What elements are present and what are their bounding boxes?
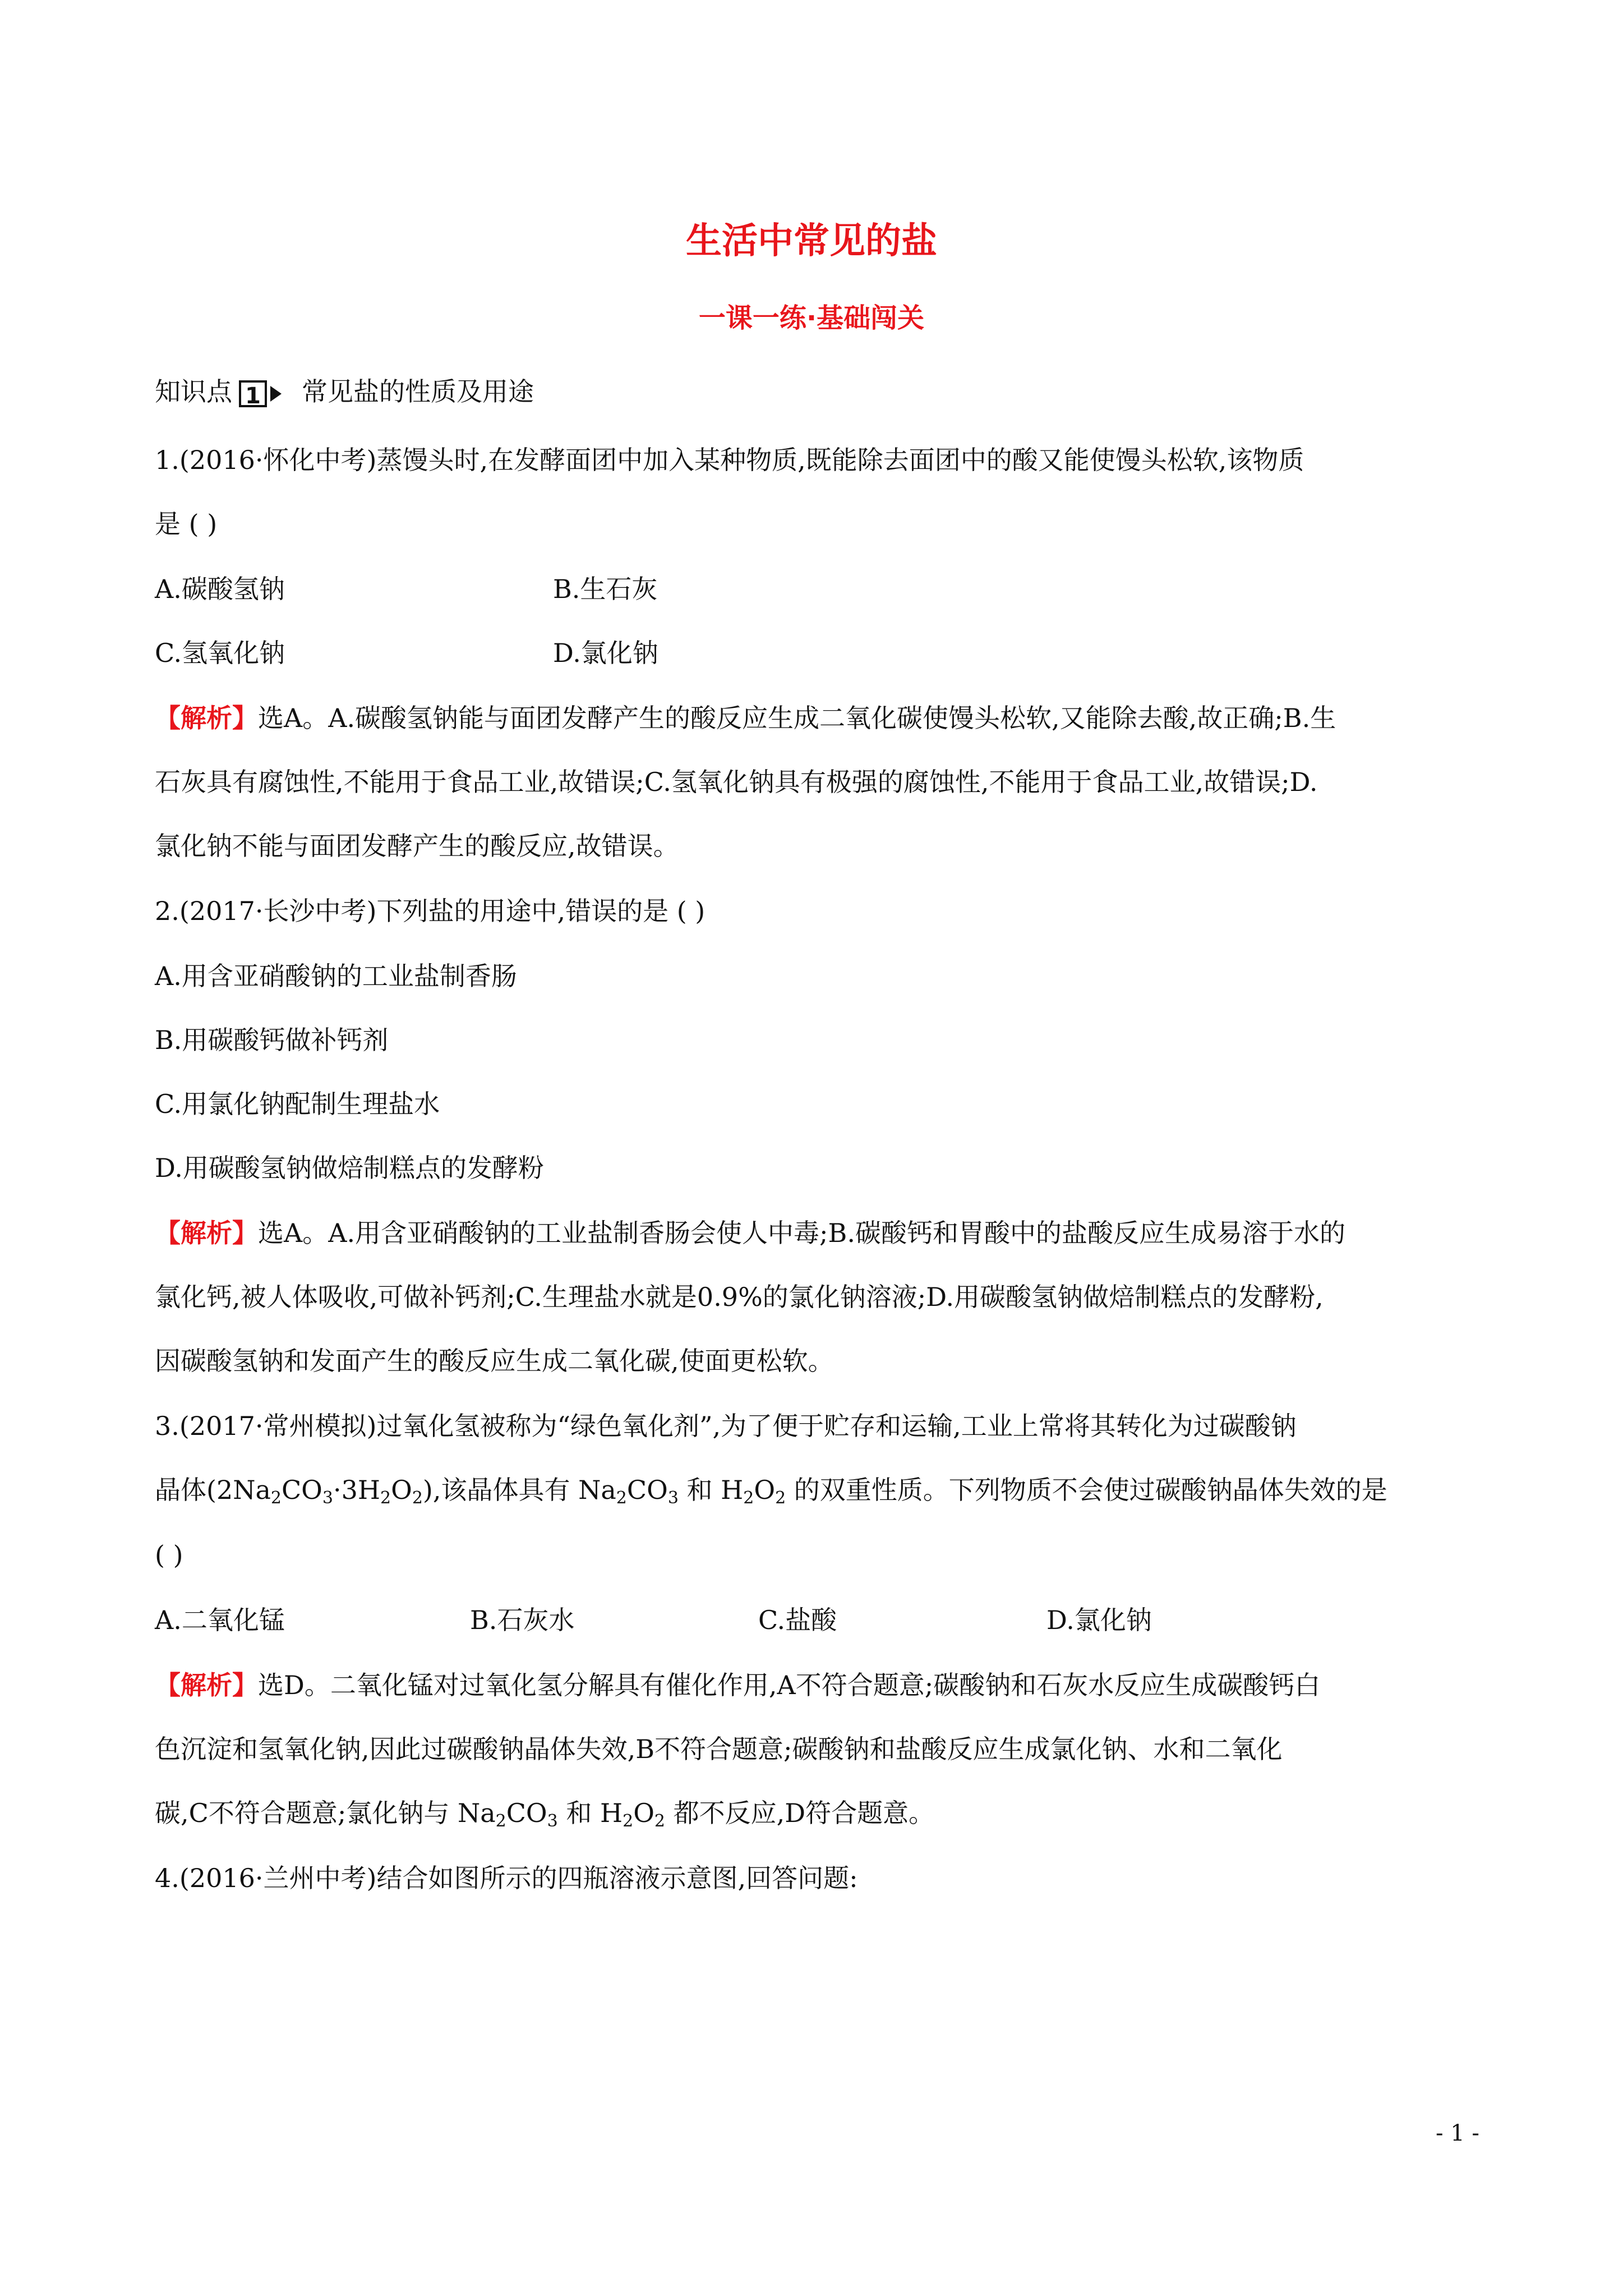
q3-analysis-line2: 色沉淀和氢氧化钠,因此过碳酸钠晶体失效,B不符合题意;碳酸钠和盐酸反应生成氯化钠、水和二氧化 [155,1734,1283,1764]
q2-option-c: C.用氯化钠配制生理盐水 [155,1089,440,1119]
q2-analysis-line1: 【解析】选A。A.用含亚硝酸钠的工业盐制香肠会使人中毒;B.碳酸钙和胃酸中的盐酸反应生成易溶于水的 [155,1218,1345,1248]
q2-option-d: D.用碳酸氢钠做焙制糕点的发酵粉 [155,1153,544,1183]
q2-option-b: B.用碳酸钙做补钙剂 [155,1025,389,1055]
q4-stem: 4.(2016·兰州中考)结合如图所示的四瓶溶液示意图,回答问题: [155,1863,858,1893]
analysis-tag: 【解析】 [155,1670,258,1700]
q3-option-c: C.盐酸 [758,1605,837,1635]
q1-option-b: B.生石灰 [553,574,658,604]
q2-analysis-line2: 氯化钙,被人体吸收,可做补钙剂;C.生理盐水就是0.9%的氯化钠溶液;D.用碳酸氢钠做焙制糕点的发酵粉, [155,1282,1324,1312]
page-number: - 1 - [1436,2120,1479,2146]
q2-analysis-line3: 因碳酸氢钠和发面产生的酸反应生成二氧化碳,使面更松软。 [155,1346,834,1376]
q3-analysis-line3: 碳,C不符合题意;氯化钠与 $Na_2CO_3$ 和 $H_2O_2$ 都不反应,D符合题意。 [155,1798,935,1831]
q3-option-b: B.石灰水 [470,1605,575,1635]
q2-stem: 2.(2017·长沙中考)下列盐的用途中,错误的是 ( ) [155,896,706,926]
knowledge-point-heading [155,375,1490,408]
page-title: 生活中常见的盐 [686,220,937,262]
q3-stem-line2: 晶体$(2Na_2CO_3\cdot 3H_2O_2)$,该晶体具有 $Na_2CO_3$ 和 $H_2O_2$ 的双重性质。下列物质不会使过碳酸钠晶体失效的是 [155,1475,1387,1508]
q1-stem-line2: 是 ( ) [155,509,218,539]
q1-option-c: C.氢氧化钠 [155,638,285,668]
triangle-arrow-icon [270,386,282,402]
q2-option-a: A.用含亚硝酸钠的工业盐制香肠 [155,961,517,991]
q1-analysis-line3: 氯化钠不能与面团发酵产生的酸反应,故错误。 [155,831,679,861]
q3-stem-line3: ( ) [155,1540,183,1570]
analysis-tag: 【解析】 [155,703,258,733]
knowledge-point-number-badge: 1 [239,380,267,407]
q3-analysis-line1: 【解析】选D。二氧化锰对过氧化氢分解具有催化作用,A不符合题意;碳酸钠和石灰水反应生成碳酸钙白 [155,1670,1321,1700]
q1-analysis-line1: 【解析】选A。A.碳酸氢钠能与面团发酵产生的酸反应生成二氧化碳使馒头松软,又能除去酸,故正确;B.生 [155,703,1336,733]
knowledge-point-text: 常见盐的性质及用途 [302,376,534,407]
q1-option-a: A.碳酸氢钠 [155,574,285,604]
q3-option-a: A.二氧化锰 [155,1605,285,1635]
knowledge-point-prefix: 知识点 [155,376,232,407]
q1-stem-line1: 1.(2016·怀化中考)蒸馒头时,在发酵面团中加入某种物质,既能除去面团中的酸又能使馒头松软,该物质 [155,445,1304,475]
q1-option-d: D.氯化钠 [553,638,658,668]
q1-analysis-line2: 石灰具有腐蚀性,不能用于食品工业,故错误;C.氢氧化钠具有极强的腐蚀性,不能用于食品工业,故错误;D. [155,767,1318,797]
q3-option-d: D.氯化钠 [1046,1605,1152,1635]
q3-stem-line1: 3.(2017·常州模拟)过氧化氢被称为“绿色氧化剂”,为了便于贮存和运输,工业上常将其转化为过碳酸钠 [155,1411,1297,1441]
analysis-tag: 【解析】 [155,1218,258,1248]
page-subtitle: 一课一练·基础闯关 [698,302,925,334]
